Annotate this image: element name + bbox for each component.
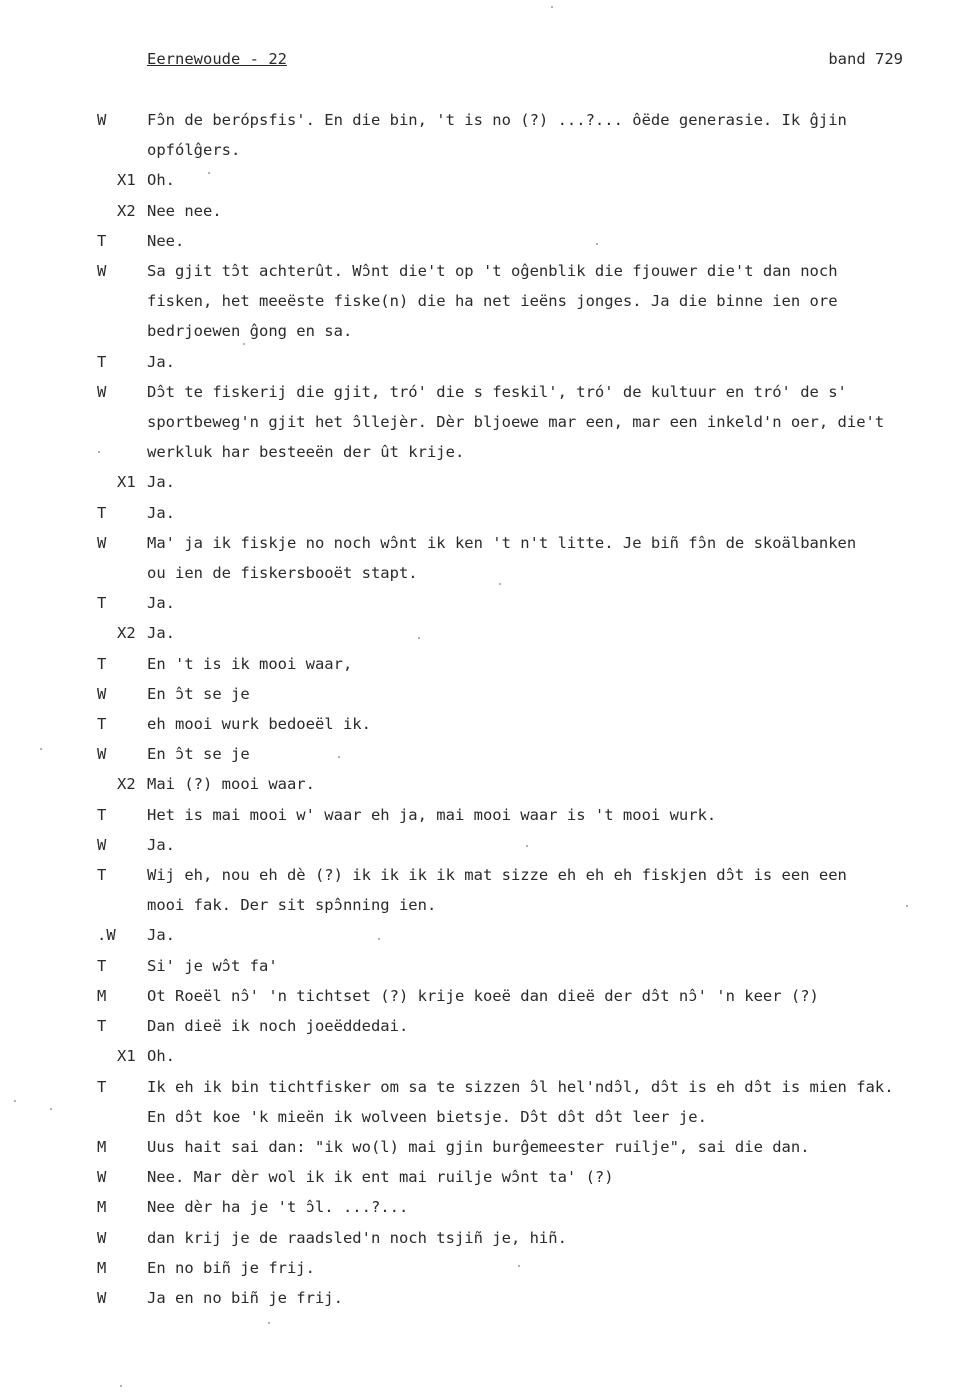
utterance-text	[147, 467, 962, 497]
utterance-line: Dɔ̂t te fiskerij die gjit, tró' die s feskil', tró' de kultuur en tró' de s'	[147, 382, 847, 401]
speaker-label: M	[97, 1198, 107, 1217]
speaker-label: T	[97, 654, 107, 673]
page-header	[147, 50, 903, 72]
transcript-entry	[0, 528, 973, 588]
transcript-entry	[0, 588, 973, 618]
speaker-label: T	[97, 1017, 107, 1036]
utterance-line: Nee.	[147, 231, 185, 250]
transcript-entry	[0, 920, 973, 950]
transcript-entry	[0, 800, 973, 830]
speaker-label: W	[97, 745, 107, 764]
transcript-entry	[0, 467, 973, 497]
transcript-entry	[0, 377, 973, 468]
speaker-label: T	[97, 956, 107, 975]
utterance-text	[147, 165, 962, 195]
utterance-line: ou ien de fiskersbooët stapt.	[147, 564, 418, 583]
speaker-label: X2	[117, 201, 136, 220]
transcript-entry	[0, 498, 973, 528]
utterance-text	[147, 105, 962, 165]
speaker-label: T	[97, 805, 107, 824]
utterance-line: Ja en no biñ je frij.	[147, 1288, 343, 1307]
transcript-entry	[0, 951, 973, 981]
speaker-label: X2	[117, 775, 136, 794]
utterance-line: Mai (?) mooi waar.	[147, 775, 315, 794]
transcript-entry	[0, 1132, 973, 1162]
utterance-text	[147, 679, 962, 709]
speaker-label: M	[97, 1137, 107, 1156]
utterance-line: Ja.	[147, 835, 175, 854]
utterance-line: Ot Roeël nɔ̂' 'n tichtset (?) krije koeë dan dieë der dɔ̂t nɔ̂' 'n keer (?)	[147, 986, 819, 1005]
transcript-entry	[0, 769, 973, 799]
transcript-entry	[0, 1041, 973, 1071]
utterance-line: dan krij je de raadsled'n noch tsjiñ je, hiñ.	[147, 1228, 567, 1247]
utterance-line: En no biñ je frij.	[147, 1258, 315, 1277]
utterance-line: eh mooi wurk bedoeël ik.	[147, 715, 371, 734]
transcript-entry	[0, 165, 973, 195]
utterance-text	[147, 1162, 962, 1192]
utterance-line: Het is mai mooi w' waar eh ja, mai mooi waar is 't mooi wurk.	[147, 805, 717, 824]
band-number: band 729	[828, 50, 903, 68]
transcript-entry	[0, 618, 973, 648]
transcript-entry	[0, 1253, 973, 1283]
utterance-line: Ja.	[147, 503, 175, 522]
utterance-line: Sa gjit tɔ̂t achterût. Wɔ̂nt die't op 't oĝenblik die fjouwer die't dan noch	[147, 262, 838, 281]
utterance-text	[147, 226, 962, 256]
transcript-entry	[0, 1283, 973, 1313]
transcript	[0, 105, 973, 1313]
speaker-label: W	[97, 1168, 107, 1187]
transcript-entry	[0, 1162, 973, 1192]
utterance-text	[147, 498, 962, 528]
utterance-text	[147, 800, 962, 830]
utterance-text	[147, 377, 962, 468]
utterance-text	[147, 860, 962, 920]
utterance-text	[147, 981, 962, 1011]
transcript-entry	[0, 196, 973, 226]
utterance-text	[147, 528, 962, 588]
document-title: Eernewoude - 22	[147, 50, 287, 68]
speaker-label: X1	[117, 171, 136, 190]
utterance-text	[147, 618, 962, 648]
speaker-label: W	[97, 835, 107, 854]
speaker-label: T	[97, 503, 107, 522]
utterance-line: En dɔ̂t koe 'k mieën ik wolveen bietsje. Dɔ̂t dɔ̂t dɔ̂t leer je.	[147, 1107, 707, 1126]
utterance-text	[147, 649, 962, 679]
transcript-entry	[0, 830, 973, 860]
utterance-text	[147, 1132, 962, 1162]
transcript-entry	[0, 105, 973, 165]
utterance-line: En ɔ̂t se je	[147, 684, 250, 703]
utterance-text	[147, 1041, 962, 1071]
utterance-line: Ja.	[147, 594, 175, 613]
utterance-text	[147, 709, 962, 739]
speaker-label: .W	[97, 926, 116, 945]
utterance-text	[147, 769, 962, 799]
speaker-label: T	[97, 715, 107, 734]
utterance-line: Dan dieë ik noch joeëddedai.	[147, 1017, 409, 1036]
speaker-label: W	[97, 1288, 107, 1307]
utterance-line: Ik eh ik bin tichtfisker om sa te sizzen ɔ̂l hel'ndɔ̂l, dɔ̂t is eh dɔ̂t is mien fak.	[147, 1077, 894, 1096]
utterance-line: Fɔ̂n de berópsfis'. En die bin, 't is no (?) ...?... ôëde generasie. Ik ĝjin	[147, 111, 847, 129]
utterance-line: Nee nee.	[147, 201, 222, 220]
utterance-text	[147, 1011, 962, 1041]
utterance-text	[147, 1223, 962, 1253]
utterance-line: Si' je wɔ̂t fa'	[147, 956, 278, 975]
utterance-line: Uus hait sai dan: "ik wo(l) mai gjin burĝemeester ruilje", sai die dan.	[147, 1137, 810, 1156]
transcript-entry	[0, 256, 973, 347]
speaker-label: T	[97, 594, 107, 613]
speaker-label: W	[97, 684, 107, 703]
transcript-entry	[0, 347, 973, 377]
utterance-line: En 't is ik mooi waar,	[147, 654, 353, 673]
transcript-entry	[0, 1223, 973, 1253]
transcript-entry	[0, 981, 973, 1011]
utterance-line: Oh.	[147, 1047, 175, 1066]
utterance-line: bedrjoewen ĝong en sa.	[147, 322, 353, 341]
utterance-line: Ma' ja ik fiskje no noch wɔ̂nt ik ken 't n't litte. Je biñ fɔ̂n de skoälbanken	[147, 533, 857, 552]
utterance-line: Wij eh, nou eh dè (?) ik ik ik ik mat sizze eh eh eh fiskjen dɔ̂t is een een	[147, 866, 847, 885]
utterance-text	[147, 256, 962, 347]
utterance-text	[147, 1072, 962, 1132]
speaker-label: M	[97, 986, 107, 1005]
transcript-entry	[0, 709, 973, 739]
utterance-line: Ja.	[147, 926, 175, 945]
speaker-label: T	[97, 231, 107, 250]
transcript-entry	[0, 1072, 973, 1132]
speaker-label: W	[97, 1228, 107, 1247]
transcript-entry	[0, 739, 973, 769]
utterance-line: sportbeweg'n gjit het ɔ̂llejèr. Dèr bljoewe mar een, mar een inkeld'n oer, die't	[147, 413, 885, 432]
speaker-label: X1	[117, 473, 136, 492]
utterance-line: En ɔ̂t se je	[147, 745, 250, 764]
utterance-text	[147, 347, 962, 377]
speaker-label: W	[97, 262, 107, 281]
speaker-label: W	[97, 533, 107, 552]
utterance-text	[147, 588, 962, 618]
speaker-label: X2	[117, 624, 136, 643]
speaker-label: X1	[117, 1047, 136, 1066]
speaker-label: M	[97, 1258, 107, 1277]
utterance-text	[147, 1283, 962, 1313]
transcript-entry	[0, 226, 973, 256]
utterance-text	[147, 1192, 962, 1222]
utterance-line: Oh.	[147, 171, 175, 190]
utterance-line: Nee dèr ha je 't ɔ̂l. ...?...	[147, 1198, 409, 1217]
transcript-entry	[0, 860, 973, 920]
utterance-text	[147, 951, 962, 981]
transcript-entry	[0, 1192, 973, 1222]
utterance-line: Ja.	[147, 473, 175, 492]
transcript-entry	[0, 1011, 973, 1041]
utterance-text	[147, 830, 962, 860]
utterance-line: Nee. Mar dèr wol ik ik ent mai ruilje wɔ̂nt ta' (?)	[147, 1168, 614, 1187]
utterance-line: Ja.	[147, 624, 175, 643]
speaker-label: T	[97, 1077, 107, 1096]
transcript-entry	[0, 649, 973, 679]
utterance-line: werkluk har besteeën der ût krije.	[147, 443, 465, 462]
speaker-label: W	[97, 111, 107, 129]
utterance-line: opfólĝers.	[147, 141, 241, 160]
utterance-text	[147, 920, 962, 950]
utterance-line: fisken, het meeëste fiske(n) die ha net ieëns jonges. Ja die binne ien ore	[147, 292, 838, 311]
speaker-label: T	[97, 866, 107, 885]
speaker-label: W	[97, 382, 107, 401]
utterance-text	[147, 739, 962, 769]
transcript-entry	[0, 679, 973, 709]
utterance-text	[147, 196, 962, 226]
utterance-line: Ja.	[147, 352, 175, 371]
utterance-text	[147, 1253, 962, 1283]
utterance-line: mooi fak. Der sit spɔ̂nning ien.	[147, 896, 437, 915]
speaker-label: T	[97, 352, 107, 371]
